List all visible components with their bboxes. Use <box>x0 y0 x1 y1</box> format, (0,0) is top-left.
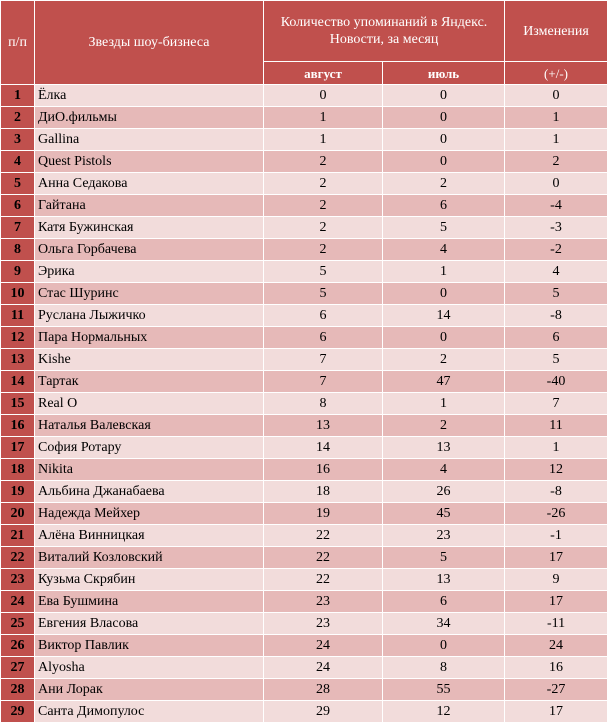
row-number: 18 <box>1 459 35 481</box>
row-change: 24 <box>505 635 607 657</box>
table-header <box>1 1 607 85</box>
row-change: -2 <box>505 239 607 261</box>
row-change: 5 <box>505 349 607 371</box>
row-change: -11 <box>505 613 607 635</box>
table-row <box>1 393 607 415</box>
row-name: Стас Шуринс <box>35 283 264 305</box>
row-name: София Ротару <box>35 437 264 459</box>
row-number: 1 <box>1 85 35 107</box>
row-number: 3 <box>1 129 35 151</box>
row-number: 5 <box>1 173 35 195</box>
table-row <box>1 525 607 547</box>
row-july: 12 <box>383 701 505 723</box>
row-august: 5 <box>264 283 383 305</box>
row-july: 55 <box>383 679 505 701</box>
row-number: 4 <box>1 151 35 173</box>
row-number: 20 <box>1 503 35 525</box>
row-name: Gallina <box>35 129 264 151</box>
row-number: 28 <box>1 679 35 701</box>
row-name: Виталий Козловский <box>35 547 264 569</box>
row-august: 2 <box>264 151 383 173</box>
row-number: 11 <box>1 305 35 327</box>
row-july: 2 <box>383 415 505 437</box>
row-july: 13 <box>383 437 505 459</box>
row-change: 1 <box>505 107 607 129</box>
row-change: -8 <box>505 305 607 327</box>
row-number: 25 <box>1 613 35 635</box>
table-row <box>1 305 607 327</box>
row-july: 45 <box>383 503 505 525</box>
row-number: 16 <box>1 415 35 437</box>
row-name: Катя Бужинская <box>35 217 264 239</box>
row-name: Ольга Горбачева <box>35 239 264 261</box>
row-july: 23 <box>383 525 505 547</box>
row-change: 9 <box>505 569 607 591</box>
table-row <box>1 107 607 129</box>
row-august: 24 <box>264 657 383 679</box>
row-august: 1 <box>264 129 383 151</box>
row-july: 1 <box>383 393 505 415</box>
table-row <box>1 481 607 503</box>
row-august: 7 <box>264 371 383 393</box>
row-august: 2 <box>264 239 383 261</box>
row-name: Гайтана <box>35 195 264 217</box>
row-july: 0 <box>383 85 505 107</box>
row-name: Руслана Лыжичко <box>35 305 264 327</box>
row-july: 0 <box>383 635 505 657</box>
row-july: 0 <box>383 283 505 305</box>
row-change: 17 <box>505 701 607 723</box>
row-number: 8 <box>1 239 35 261</box>
row-number: 22 <box>1 547 35 569</box>
row-august: 18 <box>264 481 383 503</box>
table-row <box>1 85 607 107</box>
row-name: Надежда Мейхер <box>35 503 264 525</box>
row-change: 2 <box>505 151 607 173</box>
row-change: 16 <box>505 657 607 679</box>
header-name: Звезды шоу-бизнеса <box>35 1 264 85</box>
row-change: -4 <box>505 195 607 217</box>
row-august: 6 <box>264 327 383 349</box>
row-name: Анна Седакова <box>35 173 264 195</box>
row-august: 8 <box>264 393 383 415</box>
row-change: -1 <box>505 525 607 547</box>
row-july: 0 <box>383 327 505 349</box>
row-number: 12 <box>1 327 35 349</box>
row-change: -3 <box>505 217 607 239</box>
table-body <box>1 85 607 723</box>
row-change: 4 <box>505 261 607 283</box>
row-number: 26 <box>1 635 35 657</box>
row-august: 5 <box>264 261 383 283</box>
table-row <box>1 283 607 305</box>
table-row <box>1 459 607 481</box>
row-name: Санта Димопулос <box>35 701 264 723</box>
row-number: 10 <box>1 283 35 305</box>
row-name: Алёна Винницкая <box>35 525 264 547</box>
row-august: 29 <box>264 701 383 723</box>
row-july: 5 <box>383 217 505 239</box>
row-change: 0 <box>505 85 607 107</box>
table-row <box>1 239 607 261</box>
row-name: Quest Pistols <box>35 151 264 173</box>
row-july: 34 <box>383 613 505 635</box>
row-august: 13 <box>264 415 383 437</box>
row-july: 47 <box>383 371 505 393</box>
row-change: 12 <box>505 459 607 481</box>
row-change: -8 <box>505 481 607 503</box>
row-change: -27 <box>505 679 607 701</box>
header-change: Изменения <box>505 1 607 62</box>
table-row <box>1 503 607 525</box>
table-row <box>1 613 607 635</box>
table-row <box>1 129 607 151</box>
row-name: Nikita <box>35 459 264 481</box>
header-change-sub: (+/-) <box>505 62 607 85</box>
row-change: 6 <box>505 327 607 349</box>
row-july: 4 <box>383 239 505 261</box>
table-row <box>1 327 607 349</box>
row-july: 5 <box>383 547 505 569</box>
row-change: 17 <box>505 591 607 613</box>
row-number: 7 <box>1 217 35 239</box>
table-row <box>1 217 607 239</box>
row-july: 0 <box>383 107 505 129</box>
row-name: Ева Бушмина <box>35 591 264 613</box>
row-name: Кузьма Скрябин <box>35 569 264 591</box>
table-row <box>1 701 607 723</box>
row-august: 23 <box>264 591 383 613</box>
row-august: 1 <box>264 107 383 129</box>
table-row <box>1 195 607 217</box>
row-number: 24 <box>1 591 35 613</box>
row-change: 1 <box>505 437 607 459</box>
table-row <box>1 591 607 613</box>
row-july: 26 <box>383 481 505 503</box>
header-num: п/п <box>1 1 35 85</box>
row-july: 8 <box>383 657 505 679</box>
row-august: 2 <box>264 173 383 195</box>
row-august: 16 <box>264 459 383 481</box>
table-row <box>1 679 607 701</box>
row-name: Наталья Валевская <box>35 415 264 437</box>
row-number: 21 <box>1 525 35 547</box>
row-name: Ани Лорак <box>35 679 264 701</box>
row-name: Real O <box>35 393 264 415</box>
row-change: 17 <box>505 547 607 569</box>
table-row <box>1 151 607 173</box>
row-august: 2 <box>264 195 383 217</box>
row-number: 2 <box>1 107 35 129</box>
row-name: Виктор Павлик <box>35 635 264 657</box>
row-august: 7 <box>264 349 383 371</box>
row-august: 22 <box>264 547 383 569</box>
row-name: ДиО.фильмы <box>35 107 264 129</box>
row-name: Alyosha <box>35 657 264 679</box>
row-number: 14 <box>1 371 35 393</box>
row-july: 6 <box>383 195 505 217</box>
row-august: 19 <box>264 503 383 525</box>
row-change: -26 <box>505 503 607 525</box>
header-august: август <box>264 62 383 85</box>
table-row <box>1 415 607 437</box>
row-name: Евгения Власова <box>35 613 264 635</box>
row-change: 0 <box>505 173 607 195</box>
row-july: 2 <box>383 349 505 371</box>
row-name: Эрика <box>35 261 264 283</box>
row-july: 1 <box>383 261 505 283</box>
row-august: 22 <box>264 569 383 591</box>
row-name: Kishe <box>35 349 264 371</box>
table-row <box>1 173 607 195</box>
table-row <box>1 635 607 657</box>
table-row <box>1 437 607 459</box>
row-change: 1 <box>505 129 607 151</box>
table-row <box>1 261 607 283</box>
row-number: 19 <box>1 481 35 503</box>
row-number: 6 <box>1 195 35 217</box>
row-july: 13 <box>383 569 505 591</box>
row-july: 4 <box>383 459 505 481</box>
row-july: 0 <box>383 151 505 173</box>
header-mentions: Количество упоминаний в Яндекс. Новости, за месяц <box>264 1 505 62</box>
row-number: 15 <box>1 393 35 415</box>
table-row <box>1 657 607 679</box>
row-number: 13 <box>1 349 35 371</box>
row-august: 0 <box>264 85 383 107</box>
row-august: 22 <box>264 525 383 547</box>
row-july: 2 <box>383 173 505 195</box>
row-august: 23 <box>264 613 383 635</box>
row-august: 6 <box>264 305 383 327</box>
table-row <box>1 569 607 591</box>
row-august: 28 <box>264 679 383 701</box>
row-number: 23 <box>1 569 35 591</box>
row-august: 14 <box>264 437 383 459</box>
table-row <box>1 349 607 371</box>
row-number: 27 <box>1 657 35 679</box>
row-change: 11 <box>505 415 607 437</box>
row-name: Ёлка <box>35 85 264 107</box>
row-july: 6 <box>383 591 505 613</box>
row-change: -40 <box>505 371 607 393</box>
row-number: 17 <box>1 437 35 459</box>
row-name: Тартак <box>35 371 264 393</box>
row-change: 5 <box>505 283 607 305</box>
row-august: 24 <box>264 635 383 657</box>
header-july: июль <box>383 62 505 85</box>
row-july: 0 <box>383 129 505 151</box>
table-row <box>1 371 607 393</box>
row-change: 7 <box>505 393 607 415</box>
row-number: 9 <box>1 261 35 283</box>
row-name: Альбина Джанабаева <box>35 481 264 503</box>
row-july: 14 <box>383 305 505 327</box>
row-name: Пара Нормальных <box>35 327 264 349</box>
table-row <box>1 547 607 569</box>
row-august: 2 <box>264 217 383 239</box>
row-number: 29 <box>1 701 35 723</box>
